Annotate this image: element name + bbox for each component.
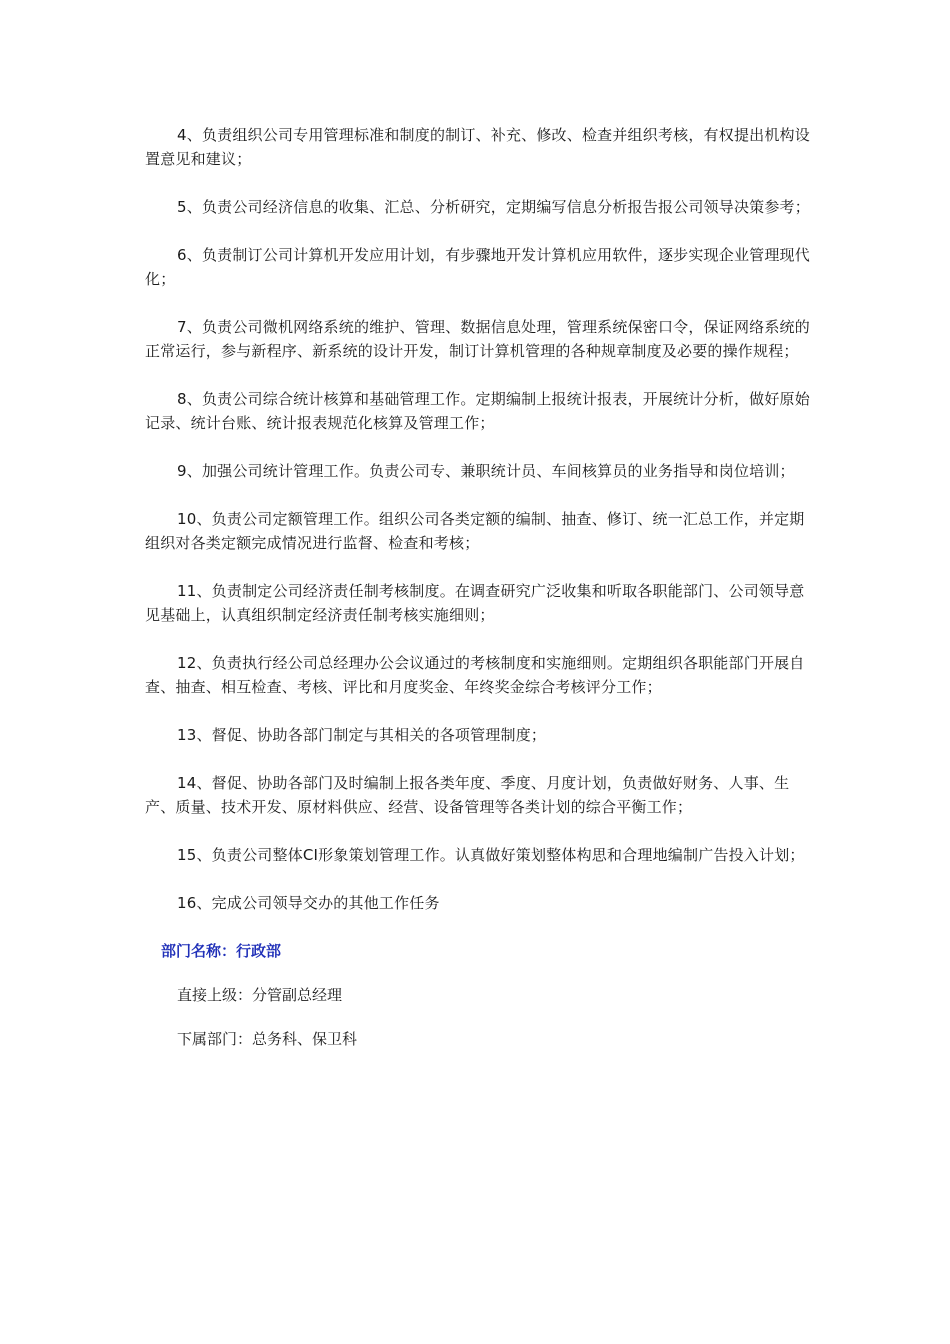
duty-item-9: 9、加强公司统计管理工作。负责公司专、兼职统计员、车间核算员的业务指导和岗位培训；: [177, 462, 795, 480]
duty-item-5: 5、负责公司经济信息的收集、汇总、分析研究，定期编写信息分析报告报公司领导决策参考；: [177, 198, 810, 216]
duty-item-16: 16、完成公司领导交办的其他工作任务: [177, 894, 440, 912]
duty-item-11: 11、负责制定公司经济责任制考核制度。在调查研究广泛收集和听取各职能部门、公司领导意见基础上，认真组织制定经济责任制考核实施细则；: [145, 582, 805, 624]
duty-item-10: 10、负责公司定额管理工作。组织公司各类定额的编制、抽查、修订、统一汇总工作，并定期组织对各类定额完成情况进行监督、检查和考核；: [145, 510, 805, 552]
duty-item-12: 12、负责执行经公司总经理办公会议通过的考核制度和实施细则。定期组织各职能部门开展自查、抽查、相互检查、考核、评比和月度奖金、年终奖金综合考核评分工作；: [145, 654, 805, 696]
duty-item-15: 15、负责公司整体CI形象策划管理工作。认真做好策划整体构思和合理地编制广告投入计划；: [177, 846, 805, 864]
department-heading: 部门名称：行政部: [161, 942, 282, 960]
direct-superior: 直接上级：分管副总经理: [177, 986, 343, 1004]
subordinate-departments: 下属部门：总务科、保卫科: [177, 1030, 358, 1048]
duty-item-14: 14、督促、协助各部门及时编制上报各类年度、季度、月度计划，负责做好财务、人事、生产、质量、技术开发、原材料供应、经营、设备管理等各类计划的综合平衡工作；: [145, 774, 790, 816]
duty-item-4: 4、负责组织公司专用管理标准和制度的制订、补充、修改、检查并组织考核，有权提出机构设置意见和建议；: [145, 126, 810, 168]
duty-item-8: 8、负责公司综合统计核算和基础管理工作。定期编制上报统计报表，开展统计分析，做好原始记录、统计台账、统计报表规范化核算及管理工作；: [145, 390, 810, 432]
duty-item-7: 7、负责公司微机网络系统的维护、管理、数据信息处理，管理系统保密口令，保证网络系统的正常运行，参与新程序、新系统的设计开发，制订计算机管理的各种规章制度及必要的操作规程；: [145, 318, 810, 360]
duty-item-6: 6、负责制订公司计算机开发应用计划，有步骤地开发计算机应用软件，逐步实现企业管理现代化；: [145, 246, 810, 288]
document-body: [145, 123, 815, 1071]
duty-item-13: 13、督促、协助各部门制定与其相关的各项管理制度；: [177, 726, 547, 744]
